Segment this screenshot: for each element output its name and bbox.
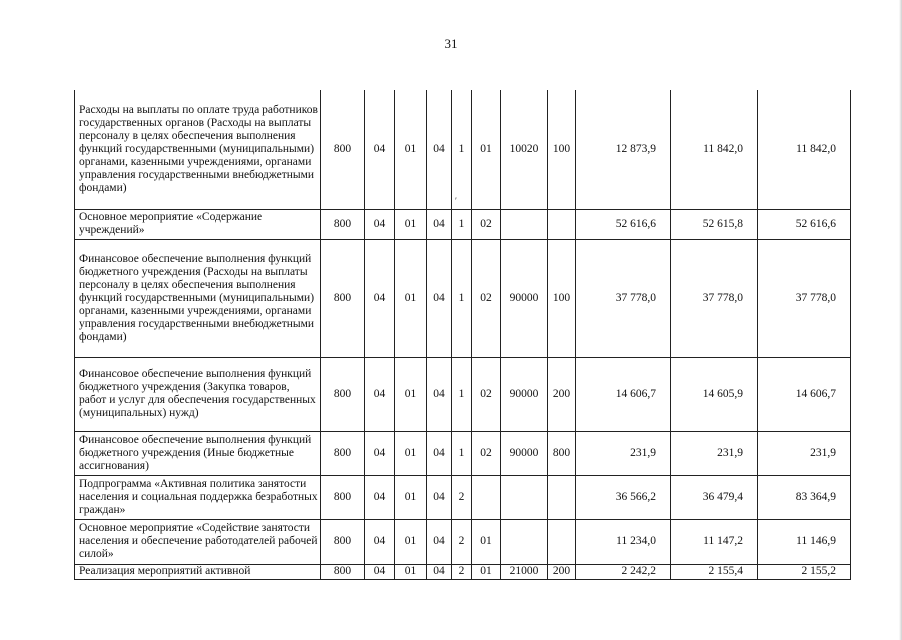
cell-code: 01 (395, 357, 427, 431)
cell-code: 1 (452, 90, 472, 209)
cell-code: 04 (427, 90, 452, 209)
cell-amount: 36 479,4 (671, 475, 758, 519)
cell-code: 02 (472, 239, 501, 357)
cell-code: 800 (321, 519, 365, 564)
table-row (75, 239, 851, 357)
cell-code: 01 (472, 90, 501, 209)
cell-code: 200 (548, 357, 576, 431)
cell-code: 90000 (501, 357, 548, 431)
cell-code: 01 (395, 209, 427, 239)
cell-code: 800 (321, 357, 365, 431)
cell-code: 800 (321, 475, 365, 519)
cell-code (548, 209, 576, 239)
row-name: Основное мероприятие «Содействие занятости населения и обеспечение работодателей рабочей силой» (75, 519, 321, 564)
cell-code: 04 (427, 357, 452, 431)
cell-amount: 2 242,2 (576, 564, 671, 579)
row-name: Финансовое обеспечение выполнения функций бюджетного учреждения (Закупка товаров, работ и услуг для обеспечения государственных (муниципальных) нужд) (75, 357, 321, 431)
table-row (75, 519, 851, 564)
cell-code: 04 (427, 239, 452, 357)
cell-code: 01 (395, 239, 427, 357)
cell-code (548, 475, 576, 519)
cell-code: 01 (395, 564, 427, 579)
cell-code: 2 (452, 475, 472, 519)
cell-code: 01 (472, 564, 501, 579)
table-row (75, 90, 851, 209)
cell-amount: 14 605,9 (671, 357, 758, 431)
cell-amount: 11 842,0 (671, 90, 758, 209)
row-name: Подпрограмма «Активная политика занятости населения и социальная поддержка безработных граждан» (75, 475, 321, 519)
cell-code (548, 519, 576, 564)
cell-amount: 2 155,2 (758, 564, 851, 579)
cell-code: 01 (395, 90, 427, 209)
cell-amount: 52 615,8 (671, 209, 758, 239)
cell-code: 800 (548, 431, 576, 475)
cell-code: 02 (472, 357, 501, 431)
table-row (75, 431, 851, 475)
cell-amount: 52 616,6 (576, 209, 671, 239)
cell-code: 04 (365, 519, 395, 564)
cell-amount: 2 155,4 (671, 564, 758, 579)
cell-amount: 231,9 (671, 431, 758, 475)
row-name: Финансовое обеспечение выполнения функций бюджетного учреждения (Иные бюджетные ассигнования) (75, 431, 321, 475)
cell-amount: 11 842,0 (758, 90, 851, 209)
cell-code: 21000 (501, 564, 548, 579)
cell-amount: 231,9 (576, 431, 671, 475)
cell-code: 90000 (501, 239, 548, 357)
pen-mark: ′ (455, 196, 457, 206)
cell-code: 04 (427, 564, 452, 579)
cell-amount: 14 606,7 (576, 357, 671, 431)
cell-code: 10020 (501, 90, 548, 209)
row-name: Финансовое обеспечение выполнения функций бюджетного учреждения (Расходы на выплаты персоналу в целях обеспечения выполнения функций государственными (муниципальными) органами, казенными учреждениями, органами управления государственными внебюджетными фондами) (75, 239, 321, 357)
cell-amount: 83 364,9 (758, 475, 851, 519)
cell-code: 04 (365, 564, 395, 579)
cell-code: 1 (452, 431, 472, 475)
cell-code (501, 475, 548, 519)
cell-amount: 37 778,0 (576, 239, 671, 357)
cell-code: 1 (452, 239, 472, 357)
cell-amount: 37 778,0 (671, 239, 758, 357)
cell-code: 01 (472, 519, 501, 564)
cell-amount: 11 234,0 (576, 519, 671, 564)
cell-code: 2 (452, 564, 472, 579)
cell-code: 02 (472, 209, 501, 239)
table-row (75, 209, 851, 239)
cell-code: 800 (321, 90, 365, 209)
cell-code: 04 (365, 239, 395, 357)
cell-code: 2 (452, 519, 472, 564)
cell-code: 800 (321, 209, 365, 239)
cell-code: 01 (395, 475, 427, 519)
cell-code: 04 (365, 209, 395, 239)
row-name: Расходы на выплаты по оплате труда работников государственных органов (Расходы на выплаты персоналу в целях обеспечения выполнения функций государственными (муниципальными) органами, казенными учреждениями, органами управления государственными внебюджетными фондами) (75, 90, 321, 209)
cell-code (472, 475, 501, 519)
cell-amount: 36 566,2 (576, 475, 671, 519)
table-row (75, 475, 851, 519)
cell-amount: 37 778,0 (758, 239, 851, 357)
cell-code: 800 (321, 431, 365, 475)
cell-code: 200 (548, 564, 576, 579)
cell-code: 800 (321, 564, 365, 579)
budget-table (74, 90, 851, 580)
cell-code: 02 (472, 431, 501, 475)
cell-code (501, 209, 548, 239)
cell-amount: 231,9 (758, 431, 851, 475)
cell-amount: 14 606,7 (758, 357, 851, 431)
cell-code: 04 (365, 90, 395, 209)
cell-code: 04 (427, 475, 452, 519)
cell-code: 01 (395, 519, 427, 564)
cell-code: 1 (452, 209, 472, 239)
cell-code: 04 (427, 209, 452, 239)
cell-code: 04 (427, 519, 452, 564)
row-name: Основное мероприятие «Содержание учреждений» (75, 209, 321, 239)
cell-code: 1 (452, 357, 472, 431)
cell-code: 100 (548, 239, 576, 357)
page-number: 31 (444, 36, 458, 51)
cell-code: 04 (365, 431, 395, 475)
row-name: Реализация мероприятий активной (75, 564, 321, 579)
cell-amount: 12 873,9 (576, 90, 671, 209)
cell-code: 100 (548, 90, 576, 209)
cell-code: 04 (365, 475, 395, 519)
table-row (75, 357, 851, 431)
cell-amount: 52 616,6 (758, 209, 851, 239)
cell-code: 04 (365, 357, 395, 431)
cell-code: 800 (321, 239, 365, 357)
cell-code: 90000 (501, 431, 548, 475)
cell-code: 04 (427, 431, 452, 475)
cell-amount: 11 146,9 (758, 519, 851, 564)
cell-code (501, 519, 548, 564)
cell-amount: 11 147,2 (671, 519, 758, 564)
table-row (75, 564, 851, 579)
cell-code: 01 (395, 431, 427, 475)
